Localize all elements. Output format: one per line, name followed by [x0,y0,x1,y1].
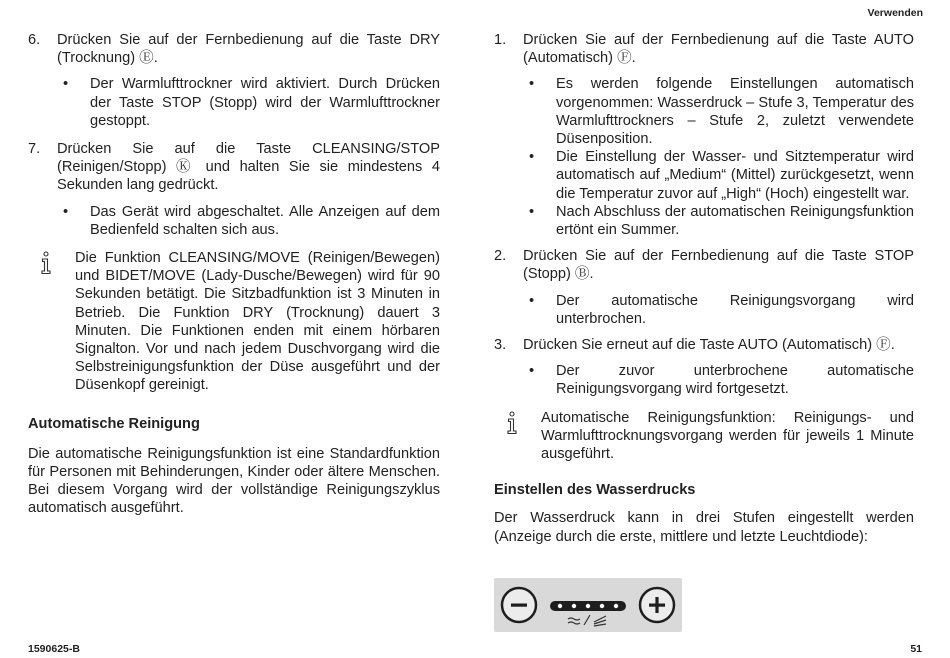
bullet-item [494,75,914,148]
step-number: 7. [28,141,41,158]
info-note [28,249,440,395]
step-1 [494,31,914,67]
bullet-text: Die Einstellung der Wasser- und Sitztemperatur wird automatisch auf „Medium“ (Mittel) zurückgesetzt, wenn die Temperatur zuvor auf „High“ (Hoch) eingestellt war. [556,149,914,202]
water-pressure-icon [568,615,606,626]
document-number: 1590625-B [28,643,80,655]
bullet-item [494,362,914,398]
bullet-item [28,203,440,239]
right-column [494,31,914,546]
step-text: Drücken Sie auf der Fernbedienung auf die Taste AUTO (Automatisch) Ⓕ. [523,32,914,67]
step-number: 2. [494,248,507,265]
step-number: 1. [494,32,507,48]
step-3 [494,336,914,354]
page-number: 51 [910,643,922,655]
bullet-text: Der Warmlufttrockner wird aktiviert. Durch Drücken der Taste STOP (Stopp) wird der Warmlufttrockner gestoppt. [90,76,440,129]
info-icon [38,251,54,275]
bullet-text: Es werden folgende Einstellungen automatisch vorgenommen: Wasserdruck – Stufe 3, Temperatur des Warmlufttrockners – Stufe 2, zuletzt verwendete Düsenposition. [556,76,914,148]
bullet-dot: • [529,76,535,93]
step-text: Drücken Sie auf der Fernbedienung auf die Taste DRY (Trocknung) Ⓔ. [57,32,440,67]
bullet-dot: • [529,203,535,220]
bullet-text: Der zuvor unterbrochene automatische Reinigungsvorgang wird fortgesetzt. [556,363,914,398]
minus-button-icon [502,588,536,622]
bullet-item [494,203,914,239]
step-7 [28,140,440,195]
note-text: Automatische Reinigungsfunktion: Reinigungs- und Warmlufttrocknungsvorgang werden für jeweils 1 Minute ausgeführt. [541,409,914,463]
section-paragraph: Der Wasserdruck kann in drei Stufen eingestellt werden (Anzeige durch die erste, mittlere und letzte Leuchtdiode): [494,510,914,545]
bullet-dot: • [63,76,69,93]
section-paragraph: Die automatische Reinigungsfunktion ist eine Standardfunktion für Personen mit Behinderungen, Kinder oder ältere Menschen. Bei diesem Vorgang wird der vollständige Reinigungszyklus automatisch ausgeführt. [28,445,440,517]
bullet-dot: • [63,203,69,220]
left-column [28,31,440,518]
step-2 [494,247,914,283]
water-pressure-panel [494,578,682,632]
bullet-text: Nach Abschluss der automatischen Reinigungsfunktion ertönt ein Summer. [556,203,914,239]
section-title: Verwenden [867,7,923,19]
plus-button-icon [640,588,674,622]
step-number: 6. [28,32,41,48]
bullet-dot: • [529,292,535,309]
note-text: Die Funktion CLEANSING/MOVE (Reinigen/Bewegen) und BIDET/MOVE (Lady-Dusche/Bewegen) wird für 90 Sekunden betätigt. Die Sitzbadfunktion ist 3 Minuten in Betrieb. Die Funktion DRY (Trocknung) dauert 3 Minuten. Die Funktionen enden mit einem hörbaren Signalton. Vor und nach jedem Duschvorgang wird die Selbstreinigungsfunktion der Düse ausgeführt und der Düsenkopf gereinigt. [75,250,440,394]
info-note [494,409,914,464]
pressure-led-bar [550,601,626,611]
bullet-text: Das Gerät wird abgeschaltet. Alle Anzeigen auf dem Bedienfeld schalten sich aus. [90,203,440,238]
bullet-item [494,148,914,203]
section-heading: Automatische Reinigung [28,415,200,432]
section-heading: Einstellen des Wasserdrucks [494,482,696,499]
bullet-dot: • [529,149,535,166]
bullet-item [28,75,440,130]
step-text: Drücken Sie auf der Fernbedienung auf die Taste STOP (Stopp) Ⓑ. [523,248,914,283]
step-text: Drücken Sie auf die Taste CLEANSING/STOP (Reinigen/Stopp) Ⓚ und halten Sie sie mindestens 4 Sekunden lang gedrückt. [57,141,440,194]
info-icon [504,411,520,435]
bullet-dot: • [529,363,535,380]
step-text: Drücken Sie erneut auf die Taste AUTO (Automatisch) Ⓕ. [523,337,895,354]
step-number: 3. [494,337,507,354]
bullet-item [494,292,914,328]
step-6 [28,31,440,67]
panel-graphic [494,578,682,632]
bullet-text: Der automatische Reinigungsvorgang wird unterbrochen. [556,292,914,327]
